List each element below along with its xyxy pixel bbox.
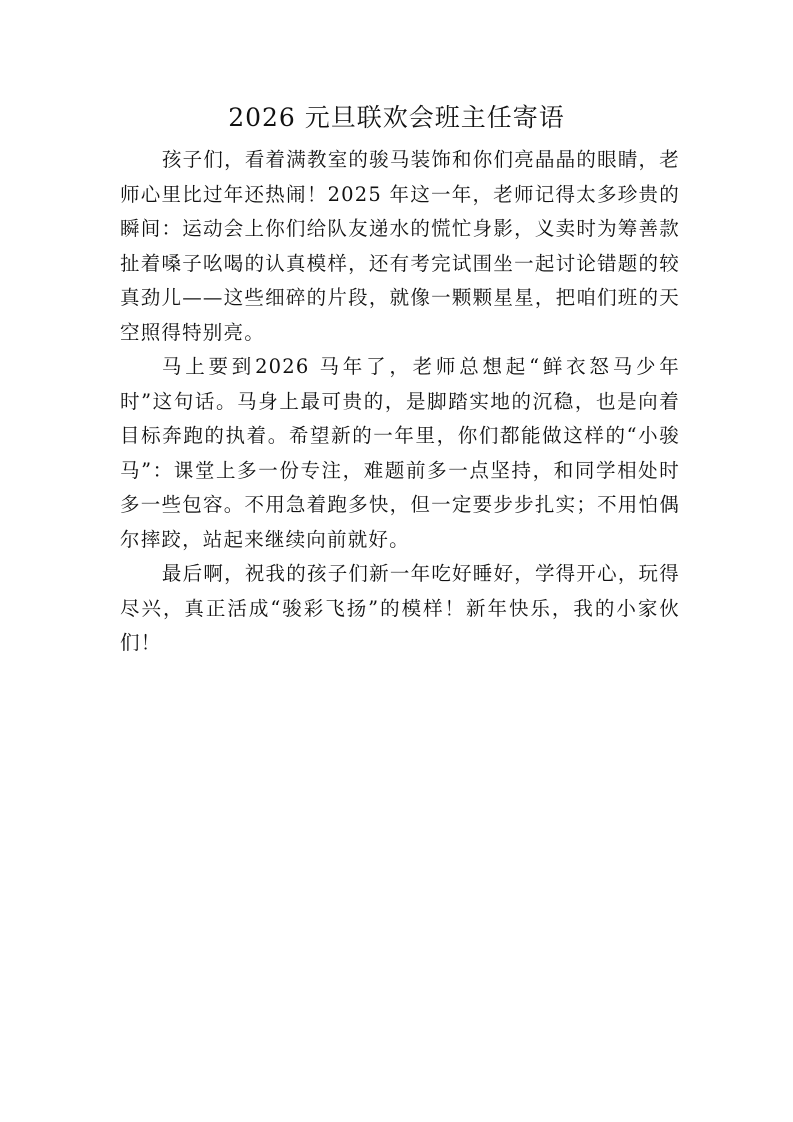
paragraph-3: 最后啊，祝我的孩子们新一年吃好睡好，学得开心，玩得尽兴，真正活成“骏彩飞扬”的模样！新年快乐，我的小家伙们！: [120, 562, 680, 654]
paragraph-1: 孩子们，看着满教室的骏马装饰和你们亮晶晶的眼睛，老师心里比过年还热闹！2025 年这一年，老师记得太多珍贵的瞬间：运动会上你们给队友递水的慌忙身影，义卖时为筹善款扯着嗓子吆喝的认真模样，还有考完试围坐一起讨论错题的较真劲儿——这些细碎的片段，就像一颗颗星星，把咱们班的天空照得特别亮。: [120, 148, 680, 344]
document-title: 2026 元旦联欢会班主任寄语: [228, 103, 565, 132]
paragraph-2: 马上要到2026 马年了，老师总想起“鲜衣怒马少年时”这句话。马身上最可贵的，是脚踏实地的沉稳，也是向着目标奔跑的执着。希望新的一年里，你们都能做这样的“小骏马”：课堂上多一份专注，难题前多一点坚持，和同学相处时多一些包容。不用急着跑多快，但一定要步步扎实；不用怕偶尔摔跤，站起来继续向前就好。: [120, 355, 680, 551]
document-body: [120, 143, 680, 661]
